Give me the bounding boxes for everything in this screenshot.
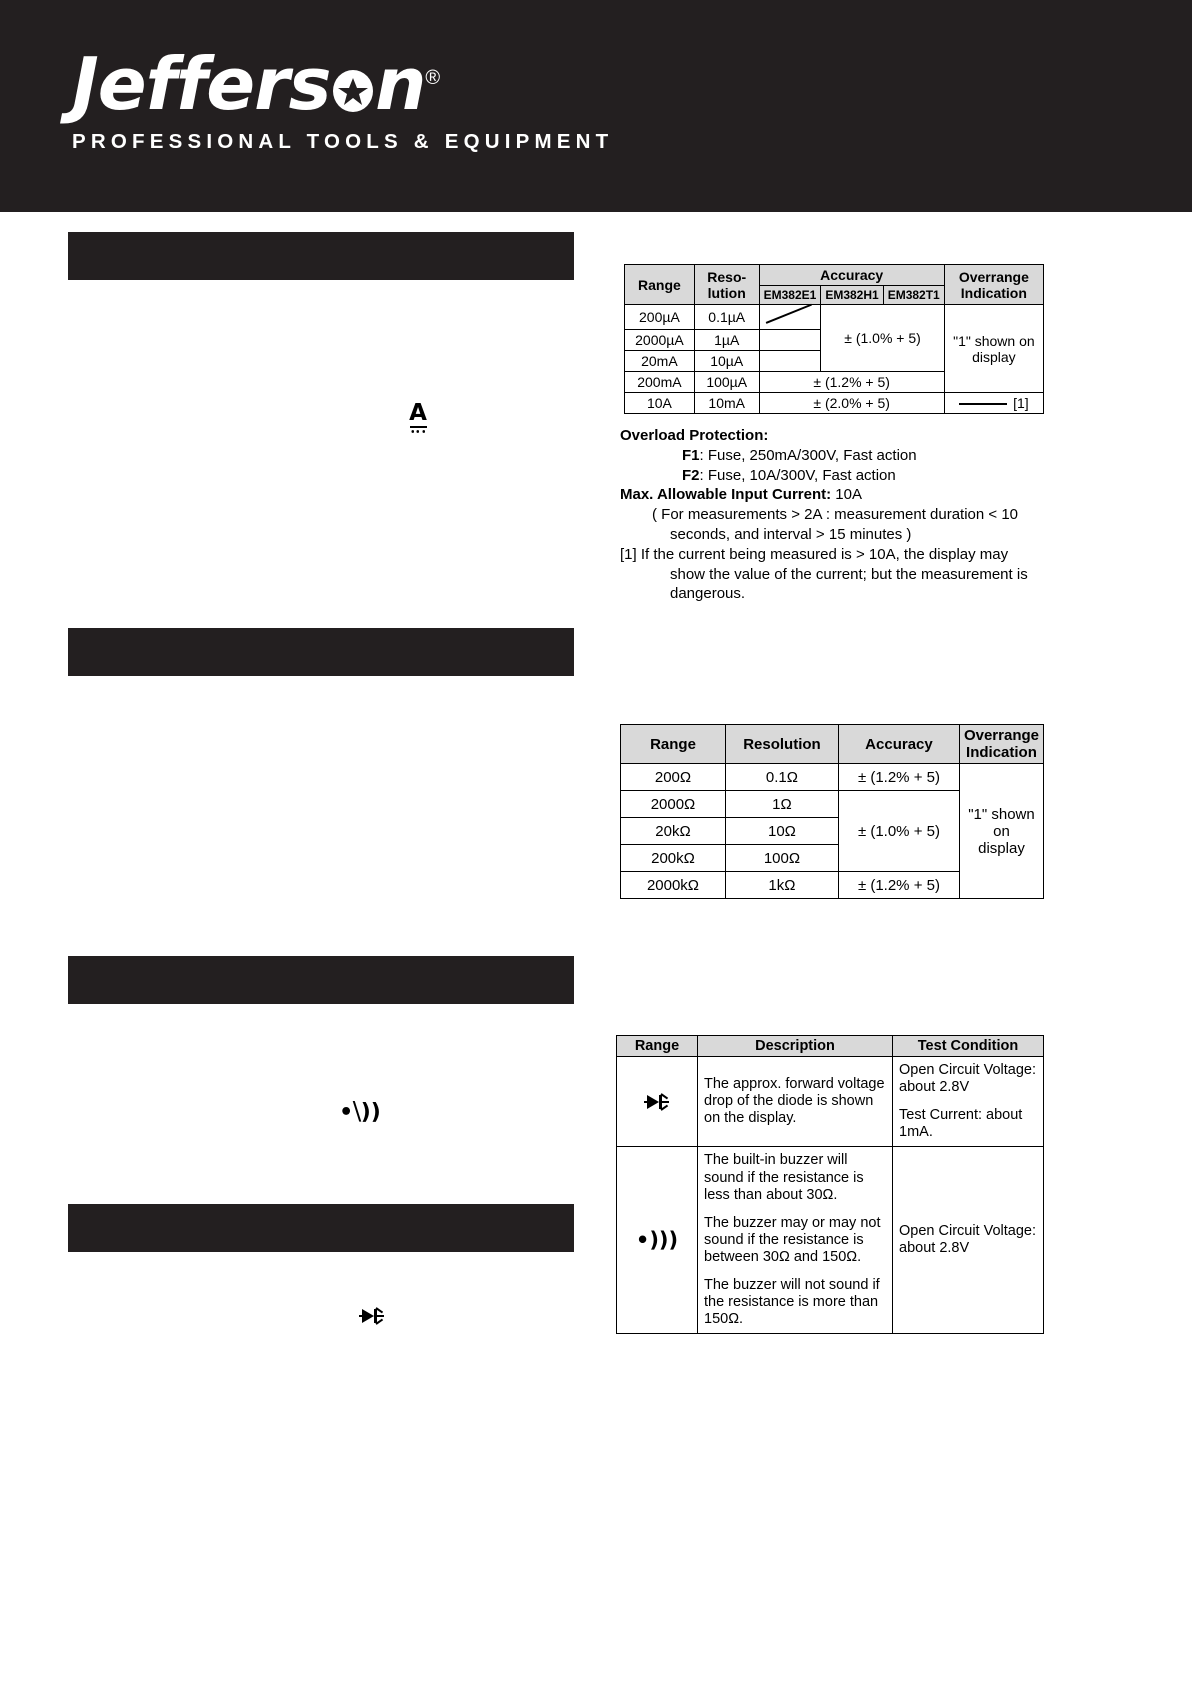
cell-resolution: 100Ω (725, 845, 838, 872)
resistance-table (620, 724, 1044, 899)
cell-range: 200Ω (621, 764, 726, 791)
header-resolution: Reso- lution (694, 265, 759, 305)
dc-current-letter: A (409, 400, 427, 426)
diode-continuity-table (616, 1035, 1044, 1334)
cell-overrange: "1" shown on display (959, 764, 1043, 899)
cell-accuracy-blank (759, 351, 821, 372)
cell-accuracy: ± (1.2% + 5) (759, 372, 944, 393)
section-bar-resistance (68, 628, 574, 676)
cell-resolution: 10Ω (725, 818, 838, 845)
cell-resolution: 10mA (694, 393, 759, 414)
overload-max-label: Max. Allowable Input Current: (620, 486, 832, 504)
cell-accuracy-group: ± (1.0% + 5) (838, 791, 959, 872)
table-row (625, 305, 1044, 330)
table-row-continuity (617, 1147, 1044, 1334)
header-overrange: Overrange Indication (944, 265, 1043, 305)
table-row-diode (617, 1057, 1044, 1147)
header-description: Description (698, 1036, 893, 1057)
cell-accuracy-blank (759, 330, 821, 351)
header-test-condition: Test Condition (893, 1036, 1044, 1057)
buzzer-icon: •))) (635, 1228, 679, 1253)
overload-max-line (620, 485, 1052, 505)
cell-resolution: 0.1Ω (725, 764, 838, 791)
dc-current-table (624, 264, 1044, 414)
overload-f1-text: : Fuse, 250mA/300V, Fast action (699, 446, 917, 464)
diode-icon (644, 1093, 670, 1111)
header-overrange: Overrange Indication (959, 725, 1043, 764)
overload-f1-line (620, 446, 1052, 466)
cell-range: 2000kΩ (621, 872, 726, 899)
header-banner (0, 0, 1192, 212)
cell-overrange: "1" shown on display (944, 305, 1043, 393)
overload-footnote-2: show the value of the current; but the measurement is (670, 565, 1028, 583)
cell-accuracy: ± (2.0% + 5) (759, 393, 944, 414)
table-header-row (617, 1036, 1044, 1057)
table-row (621, 764, 1044, 791)
cell-range: 200kΩ (621, 845, 726, 872)
cell-range: 20mA (625, 351, 695, 372)
continuity-desc-2: The buzzer may or may not sound if the resistance is between 30Ω and 150Ω. (704, 1214, 881, 1265)
cell-continuity-test-condition: Open Circuit Voltage: about 2.8V (893, 1147, 1044, 1334)
cell-overrange-footnote (944, 393, 1043, 414)
cell-resolution: 1Ω (725, 791, 838, 818)
brand-wordmark-post: n (375, 42, 426, 126)
cell-diode-description: The approx. forward voltage drop of the diode is shown on the display. (698, 1057, 893, 1147)
cell-diode-symbol (617, 1057, 698, 1147)
continuity-desc-3: The buzzer will not sound if the resistance is more than 150Ω. (704, 1277, 880, 1328)
cell-accuracy: ± (1.2% + 5) (838, 764, 959, 791)
cell-resolution: 1kΩ (725, 872, 838, 899)
header-range: Range (617, 1036, 698, 1057)
continuity-symbol-left: •⧹)) (339, 1100, 381, 1125)
cell-accuracy-blank (759, 305, 821, 330)
brand-wordmark (72, 42, 572, 126)
header-accuracy: Accuracy (759, 265, 944, 286)
cell-resolution: 10µA (694, 351, 759, 372)
cell-continuity-symbol (617, 1147, 698, 1334)
cell-range: 2000Ω (621, 791, 726, 818)
footnote-ref: [1] (1013, 395, 1029, 411)
cell-range: 20kΩ (621, 818, 726, 845)
cell-range: 2000µA (625, 330, 695, 351)
header-model-h1: EM382H1 (821, 286, 883, 305)
overload-f1-label: F1 (682, 446, 700, 464)
brand-wordmark-pre: Jeffers (72, 42, 331, 126)
cell-resolution: 1µA (694, 330, 759, 351)
overload-protection-block (620, 426, 1052, 604)
section-bar-dc-current (68, 232, 574, 280)
table-row (625, 393, 1044, 414)
dc-current-symbol (398, 402, 438, 433)
cell-accuracy: ± (1.2% + 5) (838, 872, 959, 899)
overload-max-value: 10A (831, 486, 862, 504)
dc-dotted-bar-icon (410, 430, 427, 433)
diode-open-circuit-voltage: Open Circuit Voltage: about 2.8V (899, 1062, 1037, 1096)
overload-note-2: seconds, and interval > 15 minutes ) (670, 525, 912, 543)
cell-resolution: 0.1µA (694, 305, 759, 330)
table-header-row (625, 265, 1044, 286)
header-range: Range (621, 725, 726, 764)
diode-test-current: Test Current: about 1mA. (899, 1107, 1023, 1141)
overload-note-1: ( For measurements > 2A : measurement duration < 10 (652, 506, 1019, 524)
registered-icon: ® (425, 67, 440, 89)
brand-tagline: PROFESSIONAL TOOLS & EQUIPMENT (72, 130, 614, 153)
cell-accuracy-group-1: ± (1.0% + 5) (821, 305, 944, 372)
header-model-e1: EM382E1 (759, 286, 821, 305)
cell-resolution: 100µA (694, 372, 759, 393)
star-icon (330, 48, 375, 120)
overload-f2-line (620, 466, 1052, 486)
section-bar-diode (68, 956, 574, 1004)
diode-icon (359, 1307, 385, 1325)
overload-title: Overload Protection: (620, 427, 769, 444)
overload-f2-text: : Fuse, 10A/300V, Fast action (699, 466, 896, 484)
cell-range: 10A (625, 393, 695, 414)
table-header-row (621, 725, 1044, 764)
header-model-t1: EM382T1 (883, 286, 944, 305)
cell-range: 200µA (625, 305, 695, 330)
continuity-desc-1: The built-in buzzer will sound if the resistance is less than about 30Ω. (704, 1152, 864, 1203)
brand-logo (72, 42, 614, 154)
diode-symbol-left (352, 1305, 392, 1325)
header-accuracy: Accuracy (838, 725, 959, 764)
cell-diode-test-condition (893, 1057, 1044, 1147)
cell-continuity-description (698, 1147, 893, 1334)
section-bar-continuity (68, 1204, 574, 1252)
overload-f2-label: F2 (682, 466, 700, 484)
header-resolution: Resolution (725, 725, 838, 764)
header-range: Range (625, 265, 695, 305)
overload-footnote-3: dangerous. (670, 585, 746, 603)
dc-solid-bar-icon (410, 426, 427, 428)
cell-range: 200mA (625, 372, 695, 393)
overload-footnote-1: [1] If the current being measured is > 10A, the display may (620, 545, 1009, 563)
